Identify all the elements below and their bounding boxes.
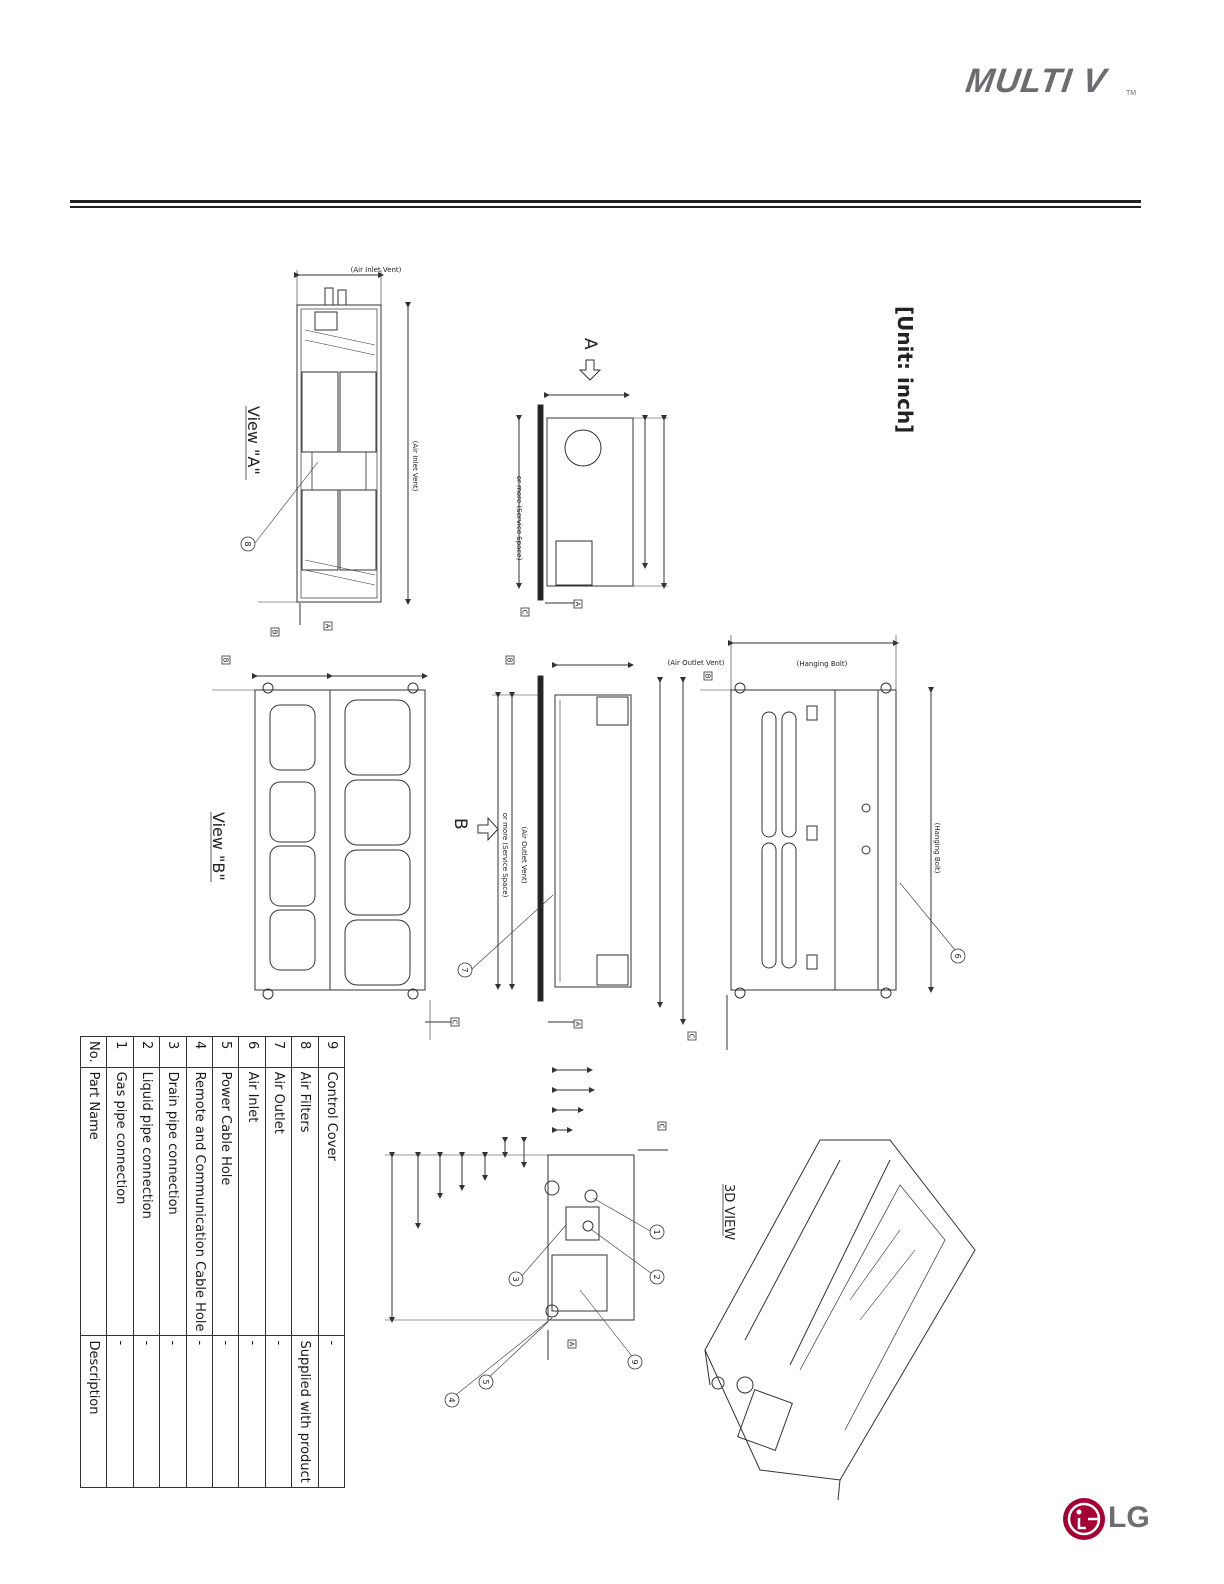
row-part-name: Power Cable Hole [213, 1067, 239, 1336]
unit-label: [Unit: inch] [893, 306, 917, 434]
trademark-mark: TM [1126, 90, 1137, 97]
row-no: 2 [133, 1037, 159, 1068]
row-part-name: Remote and Communication Cable Hole [186, 1067, 212, 1336]
row-description: - [239, 1336, 265, 1487]
row-part-name: Drain pipe connection [160, 1067, 186, 1336]
callout-2: 2 [652, 1274, 661, 1280]
arrow-a-label: A [580, 338, 600, 350]
marker-c: C [450, 1019, 459, 1025]
marker-a: A [573, 1021, 582, 1027]
row-description: - [133, 1336, 159, 1487]
parts-table [80, 1036, 345, 1483]
callout-1: 1 [652, 1229, 661, 1235]
row-part-name: Air Filters [292, 1067, 318, 1336]
row-part-name: Air Outlet [265, 1067, 291, 1336]
marker-b: B [703, 673, 712, 679]
row-no: 5 [213, 1037, 239, 1068]
marker-a: A [573, 601, 582, 607]
view-b-title: View "B" [209, 812, 228, 881]
row-description: Supplied with product [292, 1336, 318, 1487]
header-part-name: Part Name [81, 1067, 107, 1336]
callout-5: 5 [481, 1379, 490, 1385]
marker-c: C [520, 609, 529, 615]
table-row [292, 1037, 318, 1488]
row-description: - [318, 1336, 344, 1487]
marker-c: C [657, 1123, 666, 1129]
header-description: Description [81, 1336, 107, 1487]
top-view-drawing [700, 635, 955, 1050]
callout-3: 3 [511, 1276, 520, 1282]
multi-v-logo-text: MULTI V [963, 62, 1110, 100]
3d-view-drawing [705, 1140, 975, 1500]
end-view-drawing [385, 1070, 668, 1398]
marker-c: C [687, 1033, 696, 1039]
row-part-name: Gas pipe connection [107, 1067, 133, 1336]
service-space-label: or more (Service Space) [515, 475, 523, 561]
3d-view-title: 3D VIEW [721, 1184, 736, 1241]
row-description: - [186, 1336, 212, 1487]
callout-6: 6 [953, 953, 962, 959]
marker-b: B [270, 629, 279, 635]
air-outlet-vent-label: (Air Outlet Vent) [667, 659, 725, 667]
lg-logo-mark [1062, 1497, 1106, 1541]
air-outlet-vent-label: (Air Outlet Vent) [520, 826, 528, 884]
row-no: 7 [265, 1037, 291, 1068]
row-description: - [265, 1336, 291, 1487]
view-a-drawing [255, 270, 408, 625]
hanging-bolt-label: (Hanging Bolt) [796, 660, 848, 668]
hanging-bolt-label: (Hanging Bolt) [933, 822, 941, 874]
table-row [265, 1037, 291, 1488]
lg-logo-text: LG [1108, 1501, 1150, 1534]
marker-a: A [567, 1341, 576, 1347]
table-header-row [81, 1037, 107, 1488]
row-part-name: Air Inlet [239, 1067, 265, 1336]
header-no: No. [81, 1037, 107, 1068]
row-part-name: Liquid pipe connection [133, 1067, 159, 1336]
table-row [133, 1037, 159, 1488]
marker-b: B [505, 657, 514, 663]
view-a-title: View "A" [244, 406, 263, 475]
row-description: - [213, 1336, 239, 1487]
row-no: 3 [160, 1037, 186, 1068]
row-no: 6 [239, 1037, 265, 1068]
table-row [186, 1037, 212, 1488]
table-row [213, 1037, 239, 1488]
table-row [107, 1037, 133, 1488]
table-row [318, 1037, 344, 1488]
marker-b: B [221, 657, 230, 663]
front-view-drawing [519, 360, 668, 603]
row-no: 4 [186, 1037, 212, 1068]
callout-7: 7 [460, 967, 469, 973]
row-no: 1 [107, 1037, 133, 1068]
row-description: - [160, 1336, 186, 1487]
callout-8: 8 [243, 541, 252, 547]
arrow-b-label: B [450, 818, 470, 830]
marker-a: A [323, 623, 332, 629]
air-inlet-vent-label: (Air Inlet Vent) [411, 440, 419, 492]
table-row [160, 1037, 186, 1488]
row-no: 9 [318, 1037, 344, 1068]
table-row [239, 1037, 265, 1488]
row-description: - [107, 1336, 133, 1487]
lg-logo [1062, 1497, 1150, 1543]
row-part-name: Control Cover [318, 1067, 344, 1336]
view-b-drawing [212, 676, 458, 1040]
service-space-label: or more (Service Space) [501, 812, 509, 898]
row-no: 8 [292, 1037, 318, 1068]
callout-9: 9 [630, 1359, 639, 1365]
callout-4: 4 [447, 1397, 456, 1403]
air-inlet-vent-label: (Air Inlet Vent) [350, 266, 402, 274]
